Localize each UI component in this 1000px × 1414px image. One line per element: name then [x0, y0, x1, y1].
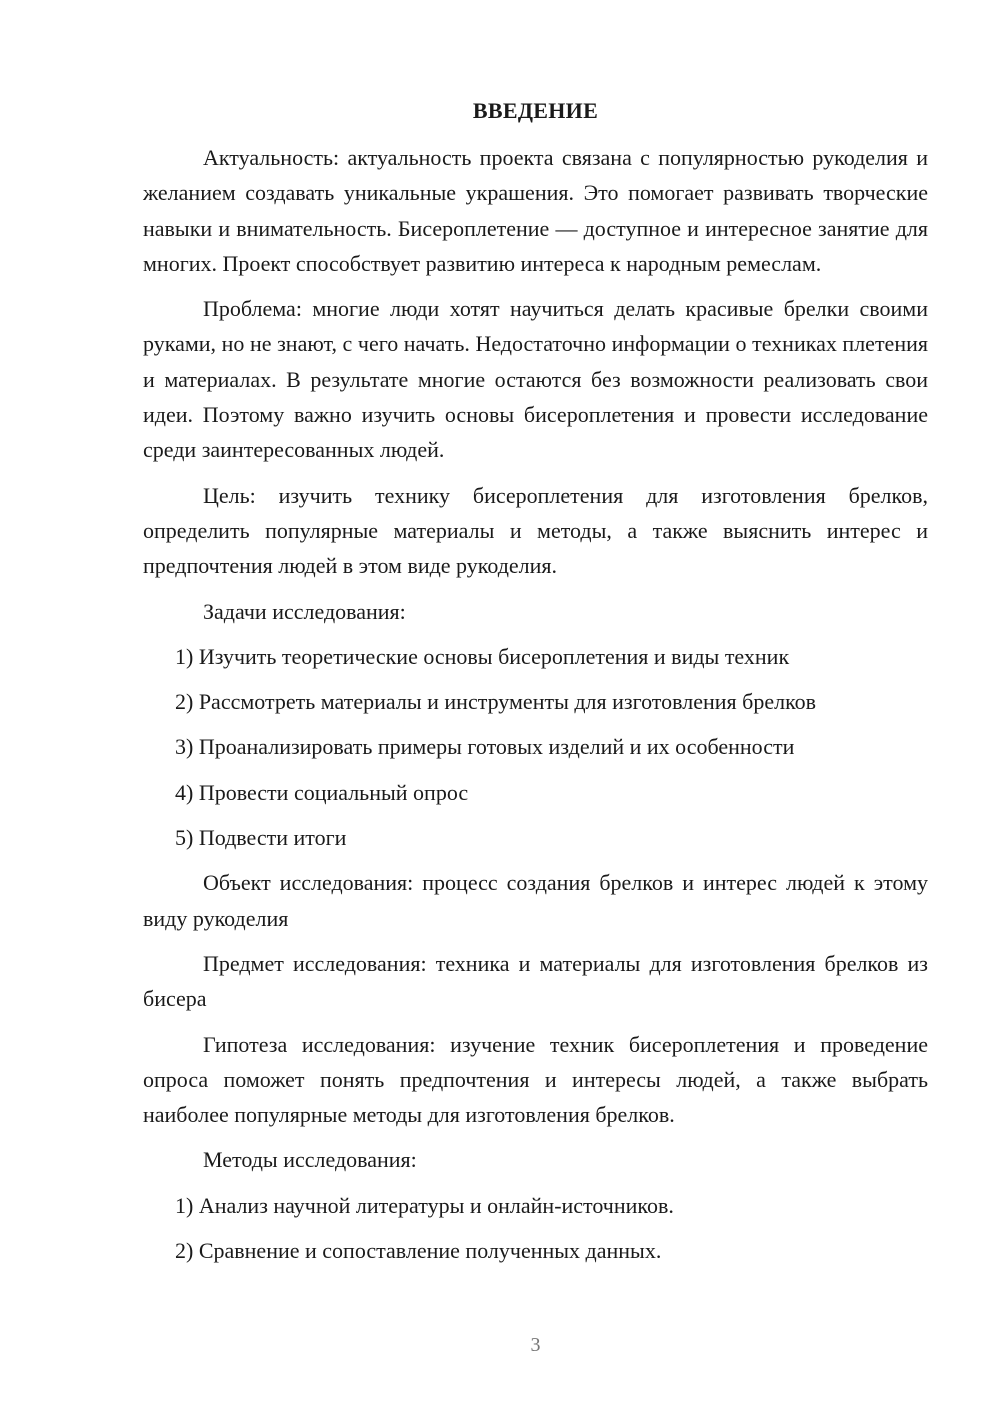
goal-paragraph: Цель: изучить технику бисероплетения для изготовления брелков, определить популярные материалы и методы, а также выяснить интерес и предпочтения людей в этом виде рукоделия.: [143, 482, 928, 579]
relevance-paragraph: Актуальность: актуальность проекта связана с популярностью рукоделия и желанием создавать уникальные украшения. Это помогает развивать творческие навыки и внимательность. Бисероплетение — доступное и интересное занятие для многих. Проект способствует развитию интереса к народным ремеслам.: [143, 145, 928, 276]
task-item: 2) Рассмотреть материалы и инструменты для изготовления брелков: [175, 689, 817, 715]
subject-paragraph: Предмет исследования: техника и материалы для изготовления брелков из бисера: [143, 950, 928, 1012]
method-item: 2) Сравнение и сопоставление полученных данных.: [175, 1238, 662, 1264]
task-item: 3) Проанализировать примеры готовых изделий и их особенности: [175, 734, 795, 760]
hypothesis-paragraph: Гипотеза исследования: изучение техник бисероплетения и проведение опроса поможет понять предпочтения и интересы людей, а также выбрать наиболее популярные методы для изготовления брелков.: [143, 1031, 928, 1128]
tasks-heading: Задачи исследования:: [203, 598, 406, 624]
task-item: 5) Подвести итоги: [175, 825, 347, 851]
problem-paragraph: Проблема: многие люди хотят научиться делать красивые брелки своими руками, но не знают, с чего начать. Недостаточно информации о техниках плетения и материалах. В результате многие остаются без возможности реализовать свои идеи. Поэтому важно изучить основы бисероплетения и провести исследование среди заинтересованных людей.: [143, 296, 928, 463]
method-item: 1) Анализ научной литературы и онлайн-источников.: [175, 1192, 674, 1218]
methods-heading: Методы исследования:: [203, 1147, 417, 1173]
page-number: 3: [530, 1334, 541, 1356]
document-page: [143, 0, 928, 1414]
object-paragraph: Объект исследования: процесс создания брелков и интерес людей к этому виду рукоделия: [143, 870, 928, 931]
section-body: [143, 140, 928, 1278]
task-item: 4) Провести социальный опрос: [175, 779, 469, 805]
section-title: ВВЕДЕНИЕ: [472, 98, 599, 123]
task-item: 1) Изучить теоретические основы бисероплетения и виды техник: [175, 643, 790, 669]
